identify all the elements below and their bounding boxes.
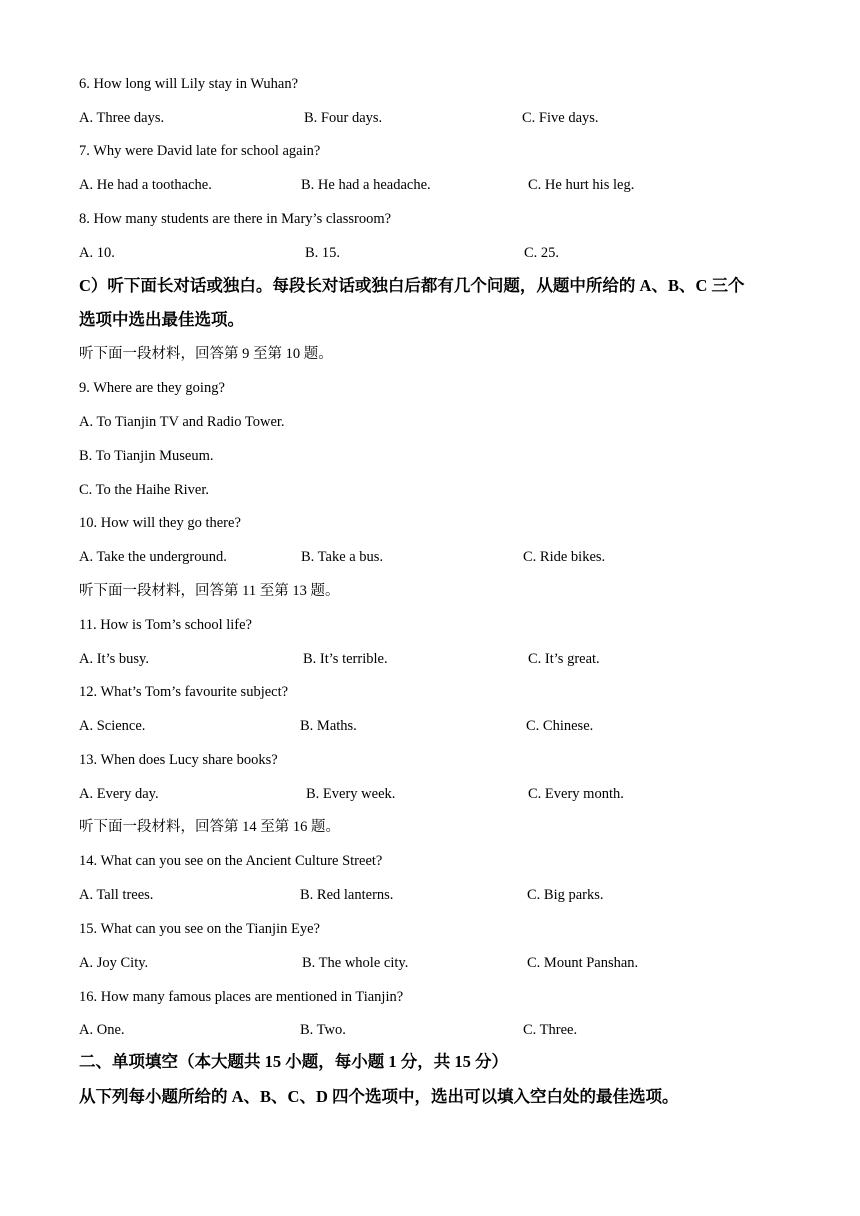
option-14b: B. Red lanterns. bbox=[300, 887, 394, 903]
option-11c: C. It’s great. bbox=[528, 651, 600, 667]
option-12a: A. Science. bbox=[79, 718, 146, 734]
option-16c: C. Three. bbox=[523, 1022, 578, 1038]
option-11b: B. It’s terrible. bbox=[303, 651, 388, 667]
option-11a: A. It’s busy. bbox=[79, 651, 149, 667]
option-10a: A. Take the underground. bbox=[79, 549, 227, 565]
question-15: 15. What can you see on the Tianjin Eye? bbox=[79, 921, 320, 937]
option-16a: A. One. bbox=[79, 1022, 125, 1038]
material-1-instruction: 听下面一段材料，回答第 9 至第 10 题。 bbox=[79, 346, 333, 362]
option-14a: A. Tall trees. bbox=[79, 887, 154, 903]
option-14c: C. Big parks. bbox=[527, 887, 604, 903]
option-6a: A. Three days. bbox=[79, 110, 165, 126]
option-13a: A. Every day. bbox=[79, 786, 159, 802]
option-8b: B. 15. bbox=[305, 245, 341, 261]
option-13b: B. Every week. bbox=[306, 786, 396, 802]
option-9a: A. To Tianjin TV and Radio Tower. bbox=[79, 414, 285, 430]
question-6: 6. How long will Lily stay in Wuhan? bbox=[79, 76, 299, 92]
option-16b: B. Two. bbox=[300, 1022, 346, 1038]
option-8c: C. 25. bbox=[524, 245, 560, 261]
option-10b: B. Take a bus. bbox=[301, 549, 384, 565]
option-7c: C. He hurt his leg. bbox=[528, 177, 635, 193]
option-9b: B. To Tianjin Museum. bbox=[79, 448, 214, 464]
question-7: 7. Why were David late for school again? bbox=[79, 143, 321, 159]
question-10: 10. How will they go there? bbox=[79, 515, 241, 531]
question-14: 14. What can you see on the Ancient Culture Street? bbox=[79, 853, 383, 869]
material-3-instruction: 听下面一段材料，回答第 14 至第 16 题。 bbox=[79, 819, 340, 835]
question-9: 9. Where are they going? bbox=[79, 380, 225, 396]
option-15b: B. The whole city. bbox=[302, 955, 409, 971]
option-12c: C. Chinese. bbox=[526, 718, 594, 734]
question-13: 13. When does Lucy share books? bbox=[79, 752, 278, 768]
option-6c: C. Five days. bbox=[522, 110, 599, 126]
option-15c: C. Mount Panshan. bbox=[527, 955, 639, 971]
option-10c: C. Ride bikes. bbox=[523, 549, 606, 565]
section-c-heading-line2: 选项中选出最佳选项。 bbox=[79, 310, 244, 329]
option-7a: A. He had a toothache. bbox=[79, 177, 212, 193]
option-12b: B. Maths. bbox=[300, 718, 357, 734]
question-12: 12. What’s Tom’s favourite subject? bbox=[79, 684, 289, 700]
option-7b: B. He had a headache. bbox=[301, 177, 431, 193]
section-c-heading-line1: C）听下面长对话或独白。每段长对话或独白后都有几个问题，从题中所给的 A、B、C 三个 bbox=[79, 276, 745, 295]
option-6b: B. Four days. bbox=[304, 110, 383, 126]
question-16: 16. How many famous places are mentioned in Tianjin? bbox=[79, 989, 404, 1005]
material-2-instruction: 听下面一段材料，回答第 11 至第 13 题。 bbox=[79, 583, 340, 599]
part-2-title: 二、单项填空（本大题共 15 小题，每小题 1 分，共 15 分） bbox=[79, 1052, 508, 1071]
option-15a: A. Joy City. bbox=[79, 955, 149, 971]
option-13c: C. Every month. bbox=[528, 786, 624, 802]
option-9c: C. To the Haihe River. bbox=[79, 482, 210, 498]
question-8: 8. How many students are there in Mary’s classroom? bbox=[79, 211, 392, 227]
question-11: 11. How is Tom’s school life? bbox=[79, 617, 252, 633]
option-8a: A. 10. bbox=[79, 245, 115, 261]
part-2-instruction: 从下列每小题所给的 A、B、C、D 四个选项中，选出可以填入空白处的最佳选项。 bbox=[79, 1087, 679, 1106]
